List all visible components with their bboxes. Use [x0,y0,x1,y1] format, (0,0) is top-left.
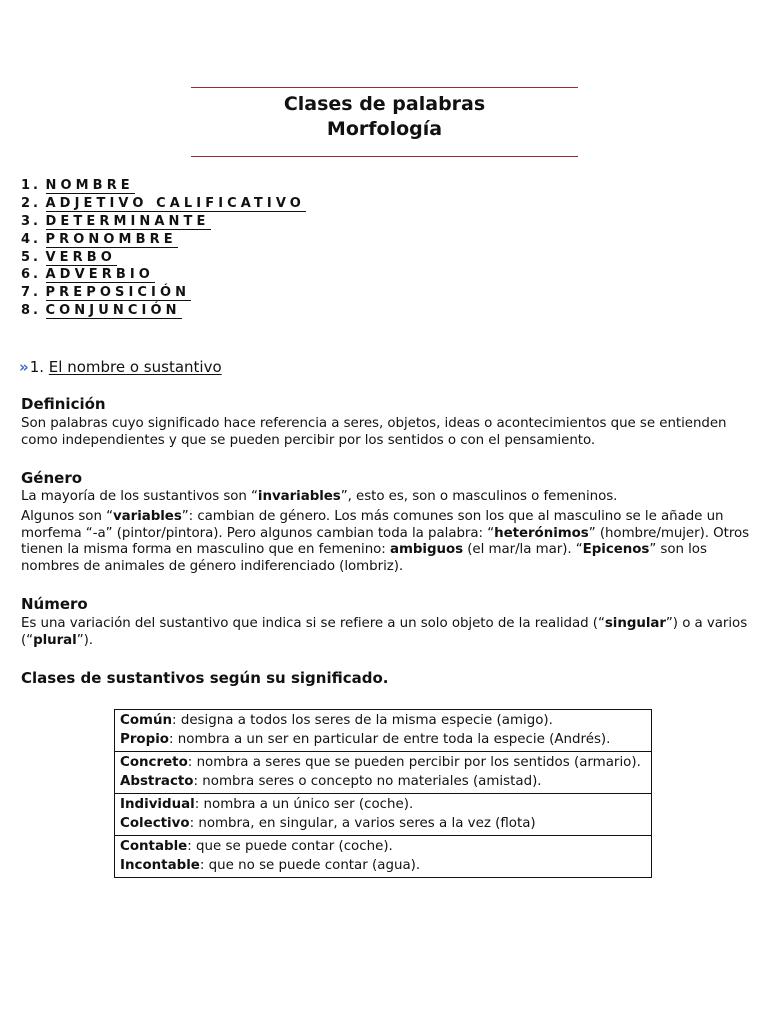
table-of-contents [21,177,306,320]
keyword: ambiguos [389,542,464,557]
toc-link-pronombre[interactable]: PRONOMBRE [45,231,177,247]
toc-link-determinante[interactable]: DETERMINANTE [45,213,210,229]
keyword: singular [604,616,666,631]
numero-text: Es una variación del sustantivo que indica si se refiere a un solo objeto de la realidad (“singular”) o a varios (“plural”). [21,616,748,648]
keyword: invariables [257,489,341,504]
toc-item[interactable] [21,302,306,320]
toc-link-adjetivo[interactable]: ADJETIVO CALIFICATIVO [45,195,305,211]
noun-classes-table [114,709,652,878]
title-top-rule [191,87,578,88]
toc-number: 7. [21,285,41,301]
toc-number: 4. [21,231,41,247]
clases-heading: Clases de sustantivos según su significado. [21,669,389,687]
toc-number: 6. [21,267,41,283]
toc-item[interactable] [21,231,306,249]
toc-number: 1. [21,178,41,193]
numero-heading: Número [21,595,88,613]
toc-link-preposicion[interactable]: PREPOSICIÓN [45,285,191,301]
keyword: plural [33,632,77,648]
section-title: El nombre o sustantivo [48,358,222,376]
toc-link-nombre[interactable]: NOMBRE [45,178,134,193]
keyword: Epicenos [582,542,650,557]
page-title: Clases de palabras [283,93,486,115]
table-row: Contable: que se puede contar (coche). Incontable: que no se puede contar (agua). [115,835,651,877]
genero-paragraph-1: La mayoría de los sustantivos son “invariables”, esto es, son o masculinos o femeninos. [21,489,618,504]
section-heading [19,357,222,377]
toc-item[interactable] [21,249,306,267]
toc-item[interactable] [21,213,306,231]
title-bottom-rule [191,156,578,157]
table-row: Concreto: nombra a seres que se pueden percibir por los sentidos (armario). Abstracto: nombra seres o concepto no materiales (amistad). [115,751,651,793]
keyword: heterónimos [494,525,589,541]
toc-link-adverbio[interactable]: ADVERBIO [45,267,154,283]
toc-number: 3. [21,213,41,229]
toc-item[interactable] [21,266,306,284]
toc-item[interactable] [21,284,306,302]
definicion-text: Son palabras cuyo significado hace referencia a seres, objetos, ideas o acontecimientos que se entienden como independientes y que se pueden percibir por los sentidos o con el pensamiento. [21,416,727,448]
genero-heading: Género [21,469,83,487]
definicion-heading: Definición [21,395,106,413]
toc-number: 5. [21,249,41,265]
toc-item[interactable] [21,195,306,213]
section-number: 1. [29,358,45,376]
double-chevron-right-icon: » [19,358,26,376]
keyword: variables [112,509,182,524]
toc-number: 2. [21,195,41,211]
toc-link-verbo[interactable]: VERBO [45,249,116,265]
table-row: Común: designa a todos los seres de la misma especie (amigo). Propio: nombra a un ser en particular de entre toda la especie (Andrés). [120,713,611,747]
page-subtitle: Morfología [326,118,443,140]
toc-number: 8. [21,303,41,319]
toc-item[interactable] [21,177,306,195]
table-row: Individual: nombra a un único ser (coche). Colectivo: nombra, en singular, a varios seres a la vez (flota) [115,793,651,835]
toc-link-conjuncion[interactable]: CONJUNCIÓN [45,303,181,319]
genero-paragraph-2: Algunos son “variables”: cambian de género. Los más comunes son los que al masculino se le añade un morfema “-a” (pintor/pintora). Pero algunos cambian toda la palabra: “heterónimos” (hombre/mujer). Otros tienen la misma forma en masculino que en femenino: ambiguos (el mar/la mar). “Epicenos” son los nombres de animales de género indiferenciado (lombriz). [21,509,750,574]
